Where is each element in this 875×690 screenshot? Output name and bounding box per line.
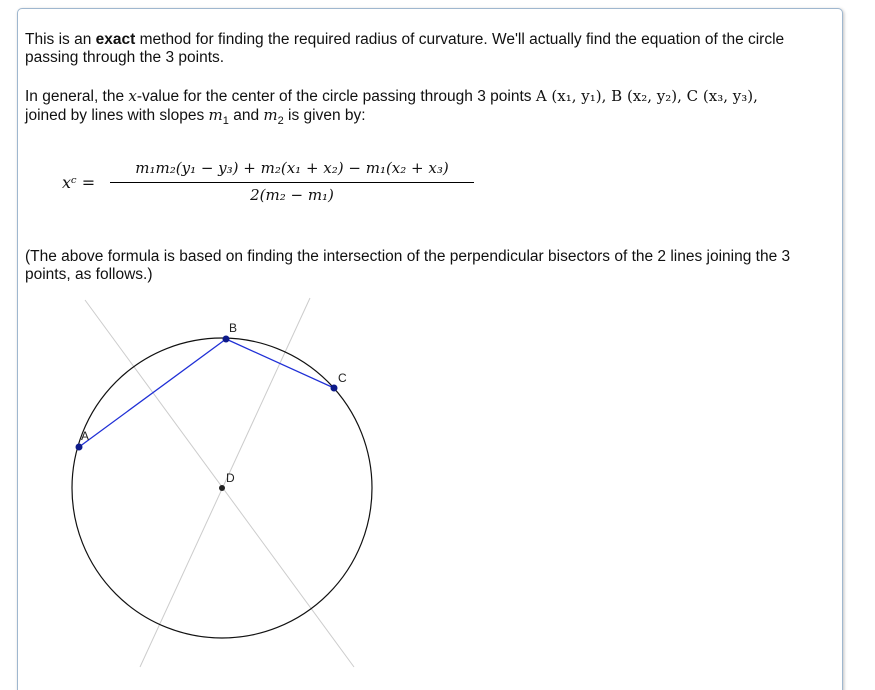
label-b: B (229, 321, 238, 335)
perpendicular-bisector-bc (140, 298, 310, 667)
point-a (76, 444, 83, 451)
label-a: A (81, 429, 90, 443)
point-b (223, 336, 230, 343)
center-point-d (219, 485, 225, 491)
points-expression: A (x₁, y₁), B (x₂, y₂), C (x₃, y₃), (535, 87, 758, 105)
label-d: D (226, 471, 235, 485)
exact-emphasis: exact (95, 31, 136, 48)
perpendicular-bisector-ab (85, 300, 354, 667)
point-c (331, 385, 338, 392)
intro-paragraph: This is an exact method for finding the required radius of curvature. We'll actually find the equation of the circle passing through the 3 points. (25, 31, 785, 66)
formula-numerator: m₁m₂(y₁ − y₃) + m₂(x₁ + x₂) − m₁(x₂ + x₃) (135, 159, 449, 177)
general-paragraph: In general, the x-value for the center of the circle passing through 3 points A (x₁, y₁), B (x₂, y₂), C (x₃, y₃), joined by lines with slopes $m_1$ and $m_2$ is given by: (25, 87, 758, 128)
note-paragraph: (The above formula is based on finding the intersection of the perpendicular bisectors of the 2 lines joining the 3 points, as follows.) (25, 248, 791, 283)
chord-bc (226, 339, 334, 388)
label-c: C (338, 371, 347, 385)
formula-denominator: 2(m₂ − m₁) (250, 186, 334, 204)
formula-lhs: xᶜ = (62, 173, 96, 192)
